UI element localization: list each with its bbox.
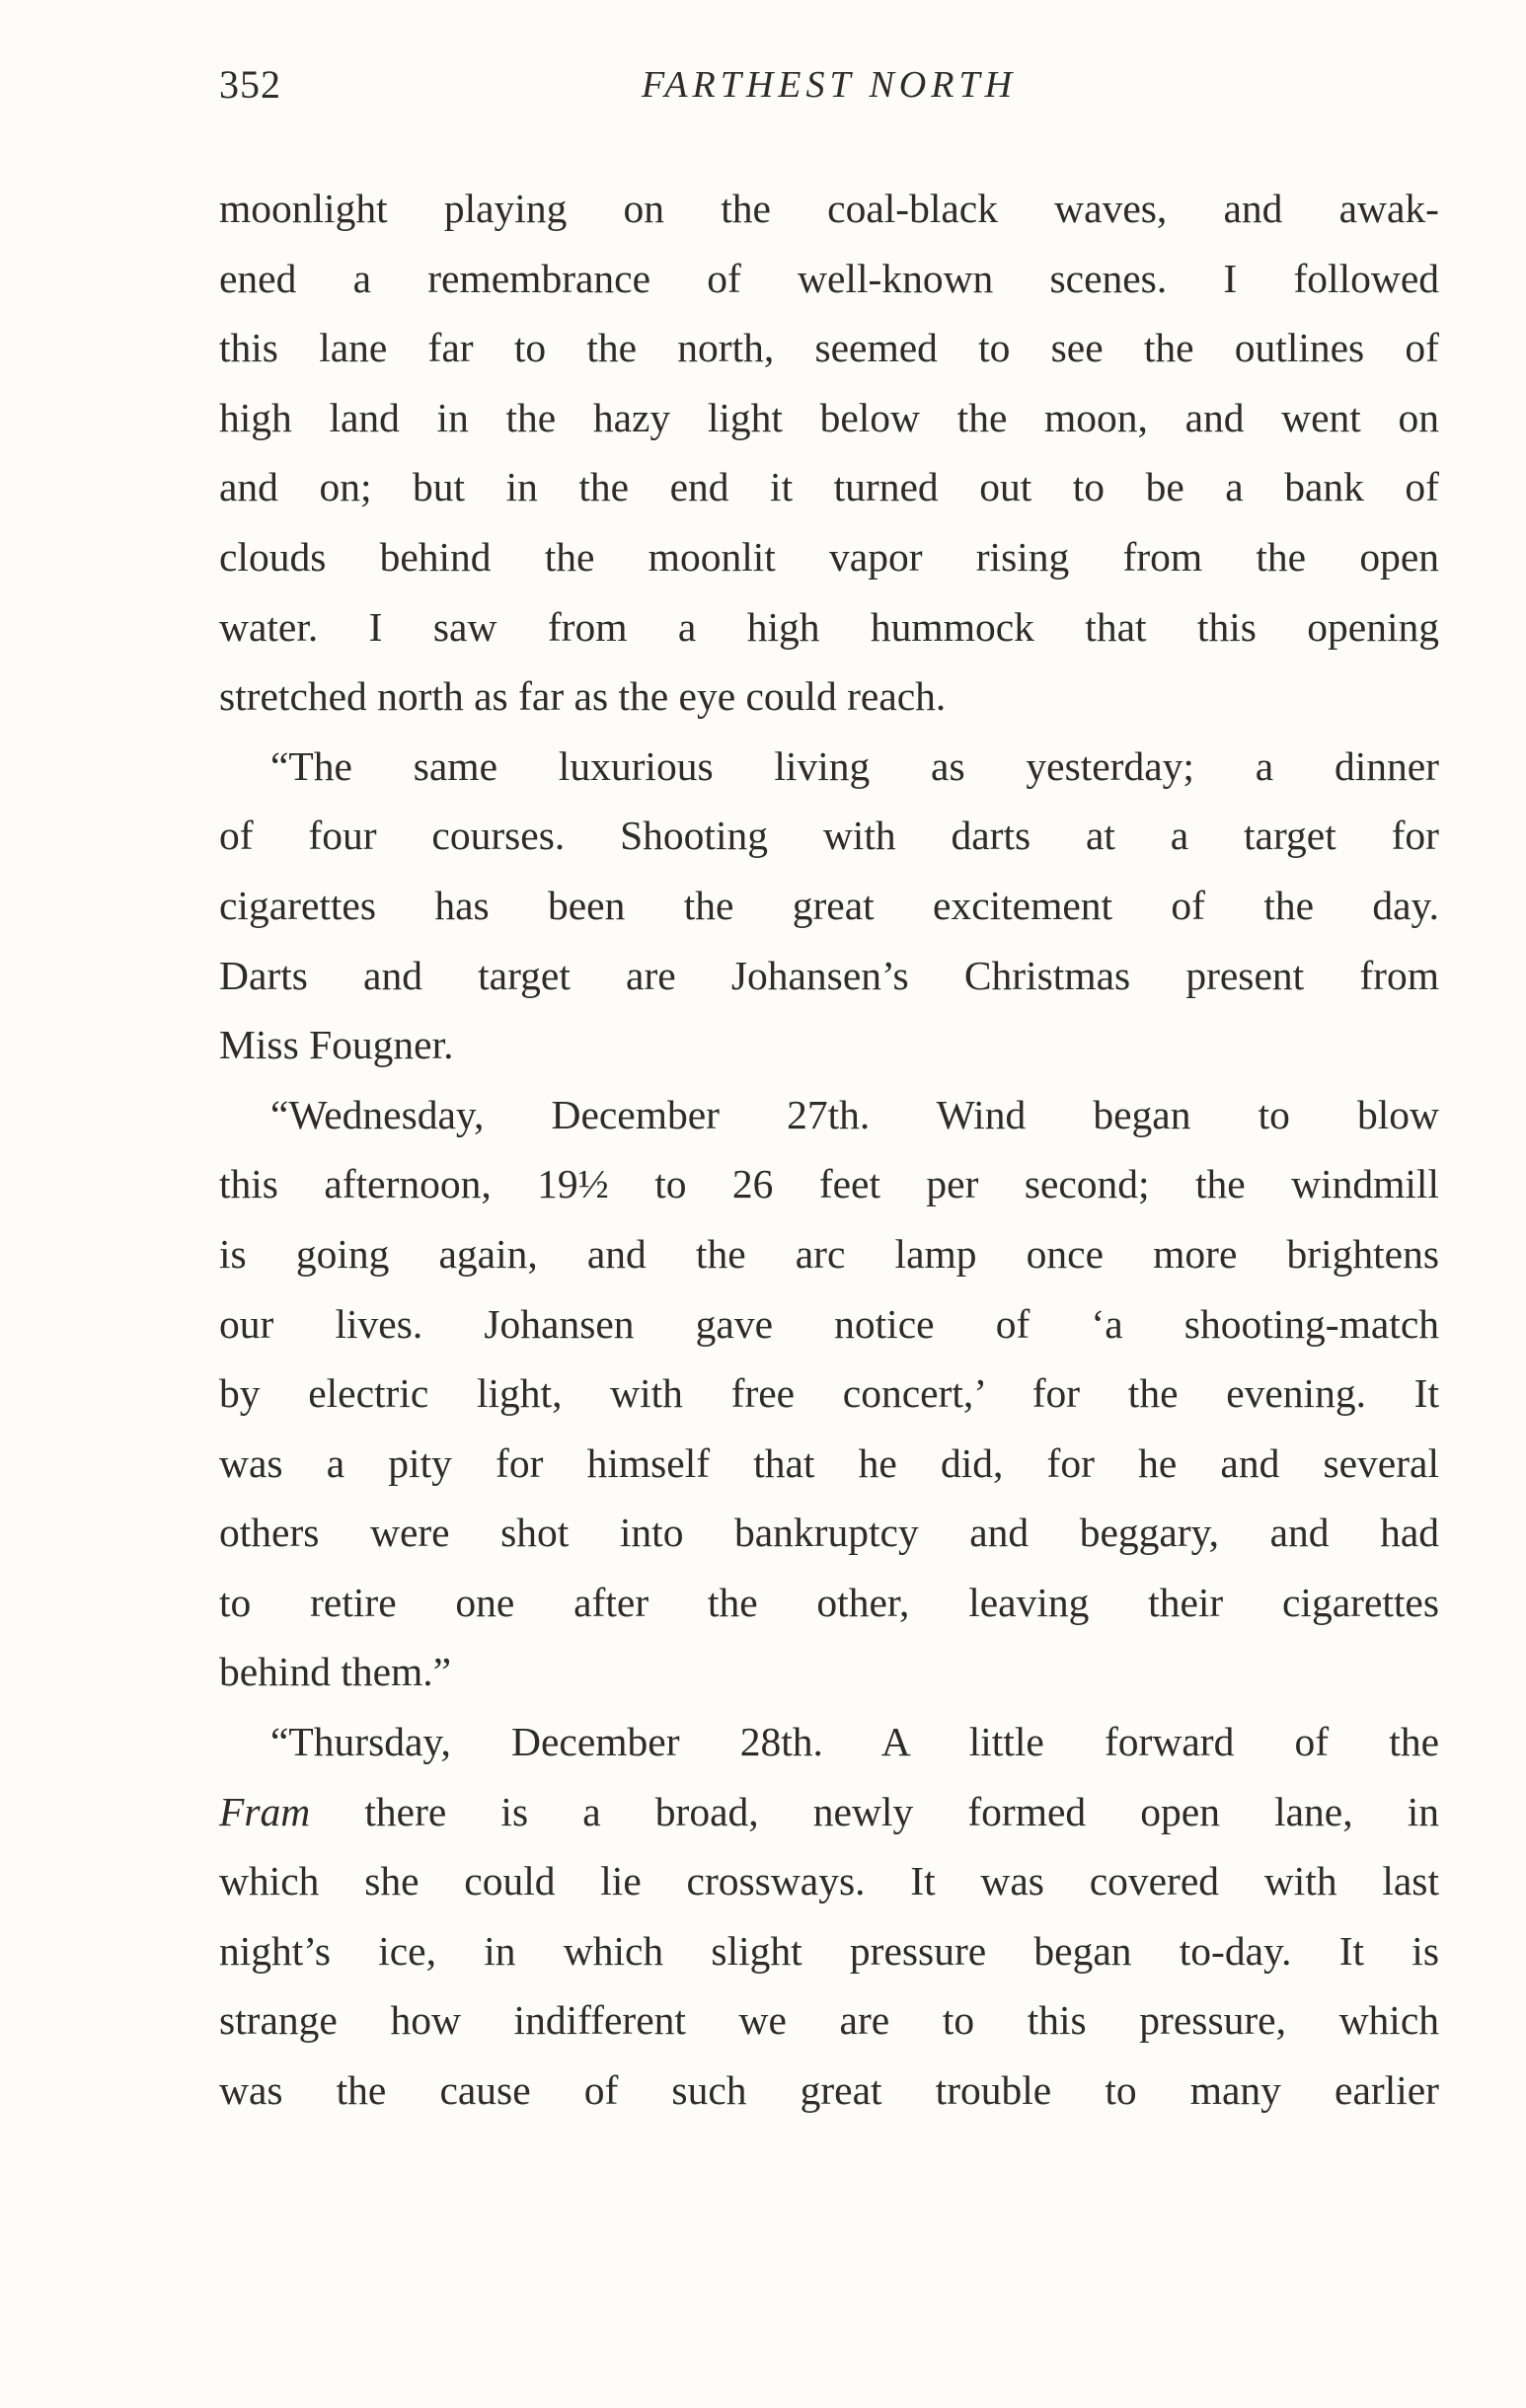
text-line: this afternoon, 19½ to 26 feet per second; the windmill bbox=[219, 1161, 1439, 1207]
text-line: strange how indifferent we are to this pressure, which bbox=[219, 1997, 1439, 2044]
text-line: others were shot into bankruptcy and beggary, and had bbox=[219, 1510, 1439, 1556]
text-line-rest: there is a broad, newly formed open lane, in bbox=[310, 1788, 1439, 1834]
text-line: moonlight playing on the coal-black waves, and awak- bbox=[219, 186, 1439, 231]
text-line: is going again, and the arc lamp once more brightens bbox=[219, 1230, 1439, 1277]
text-line: was the cause of such great trouble to many earlier bbox=[219, 2067, 1439, 2114]
text-line: to retire one after the other, leaving their cigarettes bbox=[219, 1579, 1439, 1625]
body-text bbox=[219, 174, 1439, 2126]
text-line: of four courses. Shooting with darts at a target for bbox=[219, 813, 1439, 859]
text-line: water. I saw from a high hummock that this opening bbox=[219, 603, 1439, 650]
text-line: behind them.” bbox=[219, 1649, 452, 1695]
paragraph-start-line: “Thursday, December 28th. A little forward of the bbox=[270, 1719, 1439, 1765]
page-header bbox=[219, 61, 1439, 120]
text-line: by electric light, with free concert,’ for the evening. It bbox=[219, 1370, 1439, 1417]
text-line: night’s ice, in which slight pressure began to-day. It is bbox=[219, 1927, 1439, 1974]
text-line: cigarettes has been the great excitement of the day. bbox=[219, 882, 1439, 928]
text-line: our lives. Johansen gave notice of ‘a shooting-match bbox=[219, 1300, 1439, 1347]
paragraph-start-line: “The same luxurious living as yesterday; a dinner bbox=[270, 742, 1439, 789]
running-title: FARTHEST NORTH bbox=[641, 64, 1018, 106]
text-line bbox=[219, 1777, 1439, 1847]
ship-name: Fram bbox=[219, 1788, 311, 1834]
text-line: which she could lie crossways. It was covered with last bbox=[219, 1858, 1439, 1904]
text-line: Darts and target are Johansen’s Christmas present from bbox=[219, 952, 1439, 998]
text-line: clouds behind the moonlit vapor rising from the open bbox=[219, 533, 1439, 580]
text-line: was a pity for himself that he did, for he and several bbox=[219, 1439, 1439, 1486]
text-line: Miss Fougner. bbox=[219, 1022, 454, 1068]
text-line: ened a remembrance of well-known scenes. I followed bbox=[219, 255, 1439, 301]
page-number: 352 bbox=[219, 62, 281, 107]
text-line: stretched north as far as the eye could reach. bbox=[219, 673, 947, 720]
paragraph-start-line: “Wednesday, December 27th. Wind began to blow bbox=[270, 1091, 1439, 1137]
text-line: high land in the hazy light below the moon, and went on bbox=[219, 394, 1439, 440]
text-line: and on; but in the end it turned out to be a bank of bbox=[219, 464, 1439, 510]
text-line: this lane far to the north, seemed to see the outlines of bbox=[219, 325, 1439, 371]
